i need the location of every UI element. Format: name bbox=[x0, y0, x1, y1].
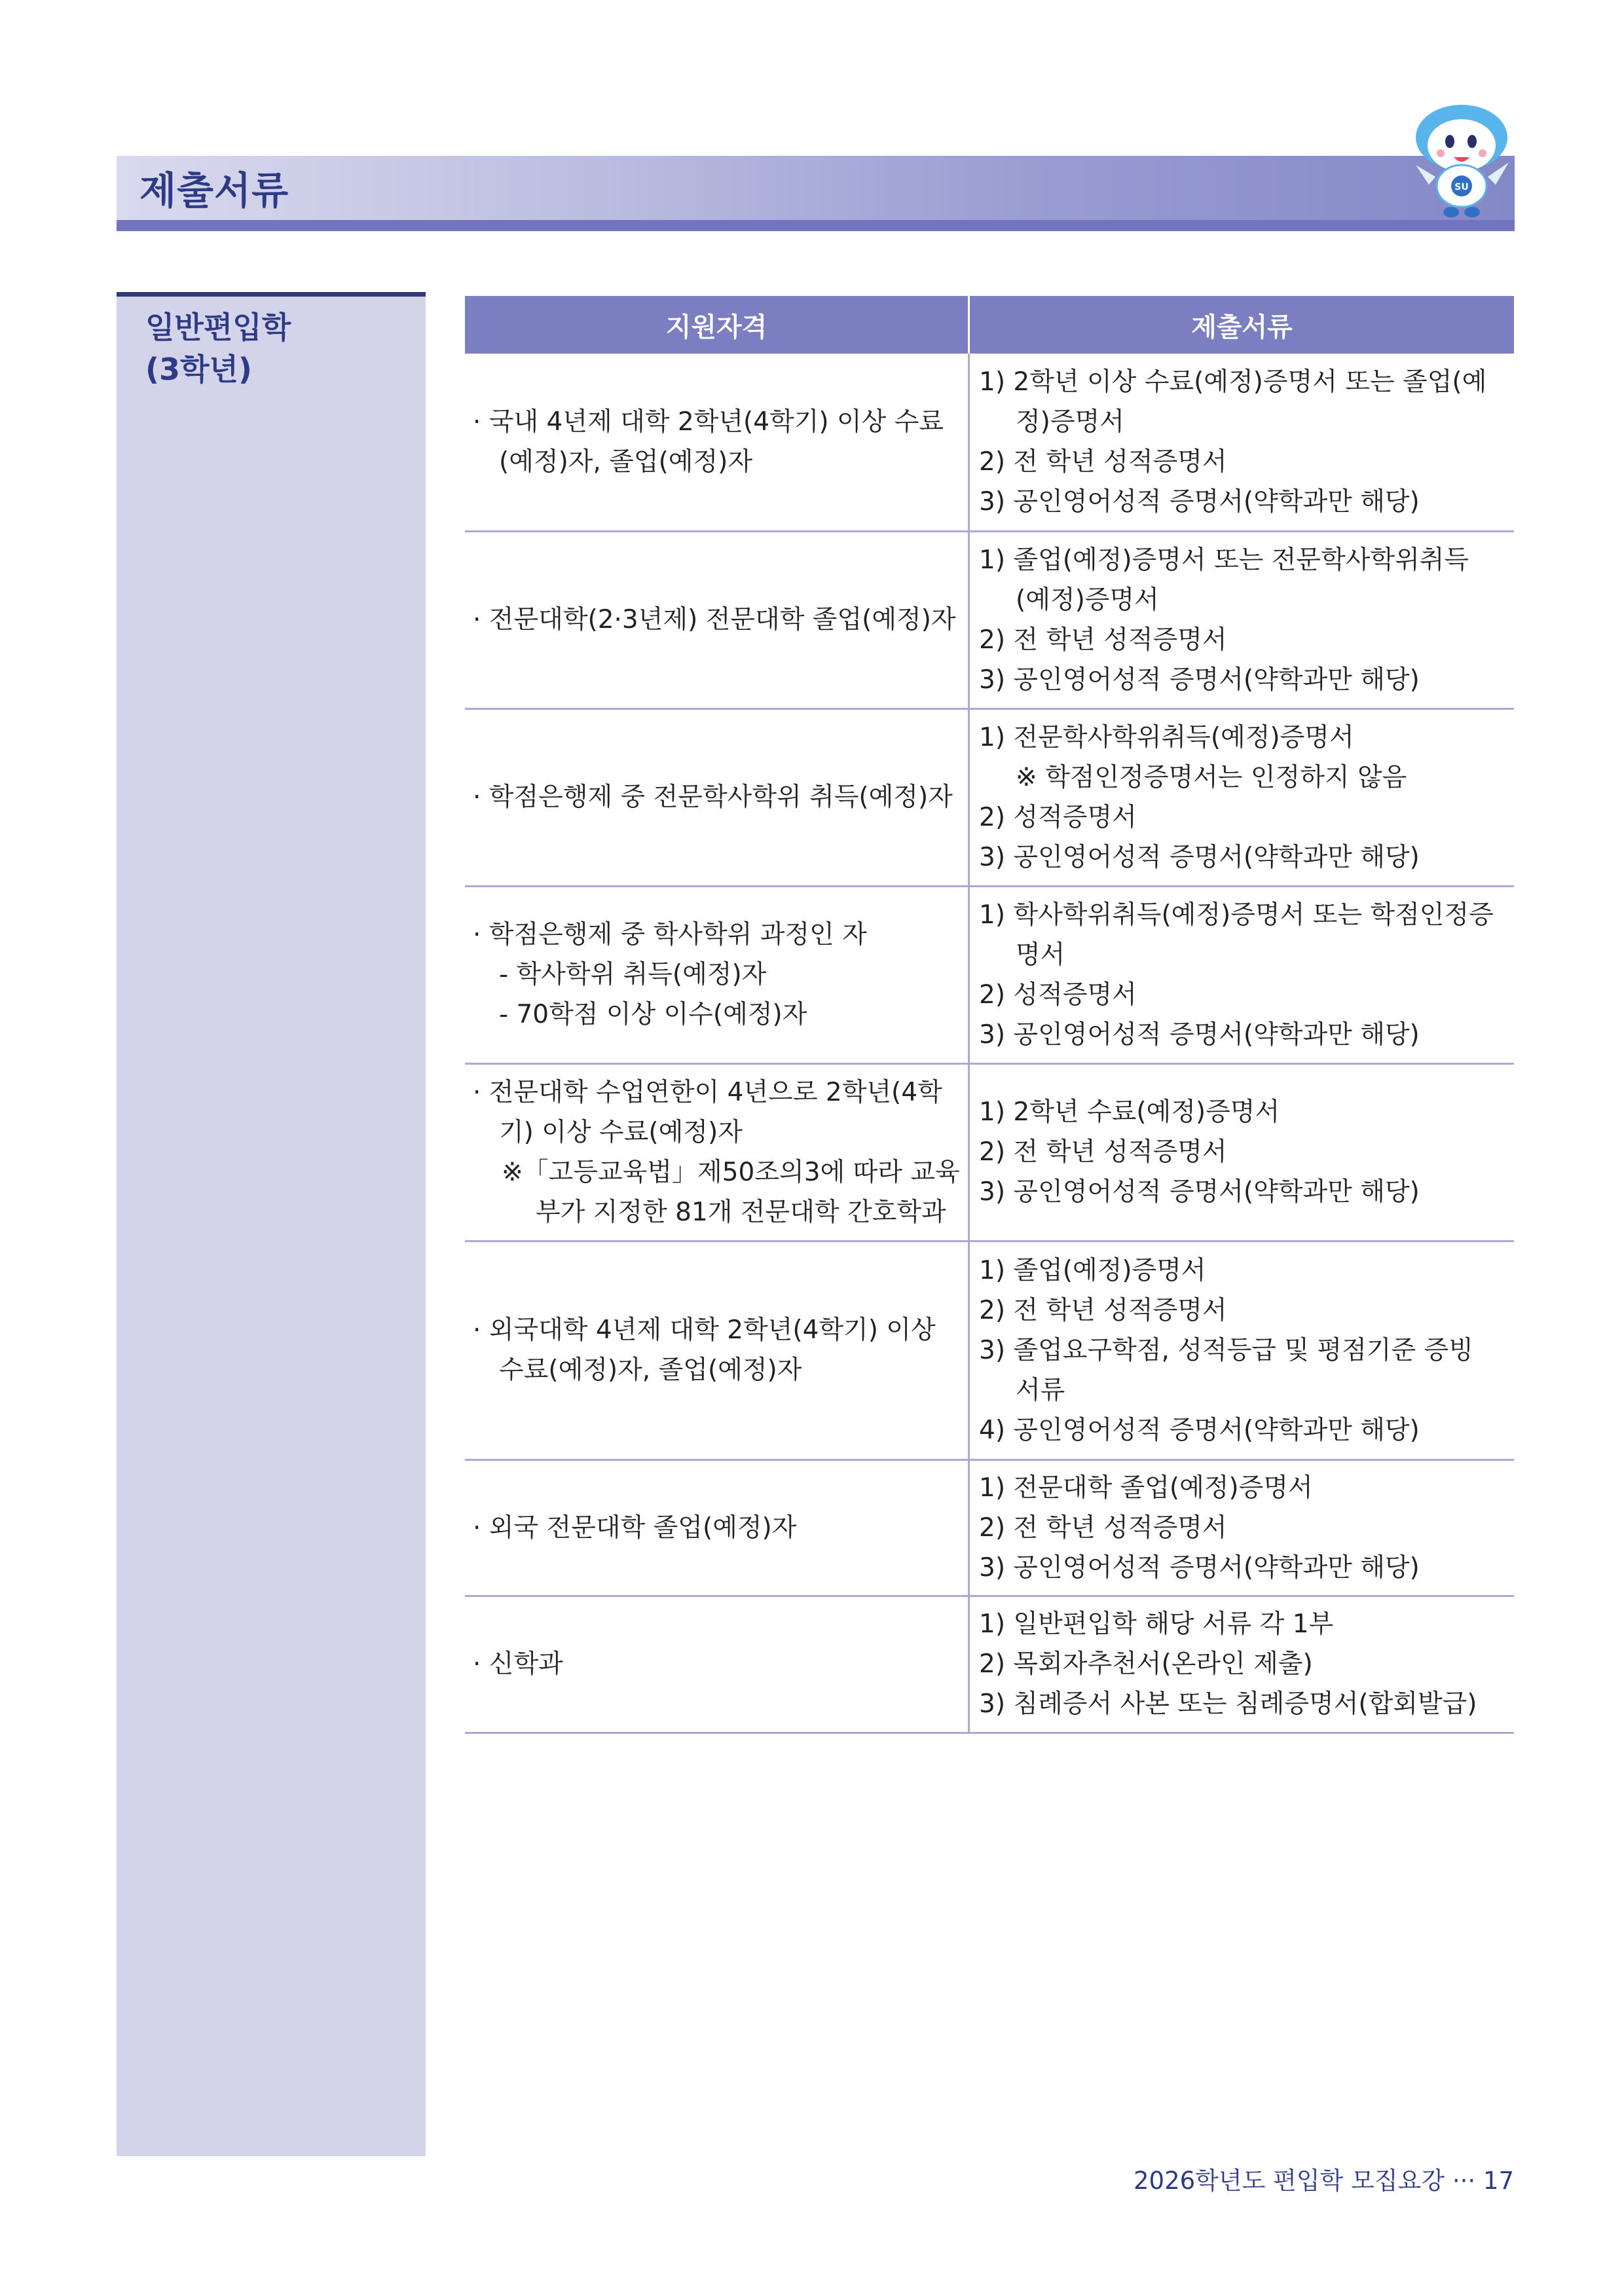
qualification-line: · 전문대학 수업연한이 4년으로 2학년(4학 bbox=[473, 1077, 942, 1107]
table-row bbox=[465, 708, 1514, 886]
document-line: 서류 bbox=[1016, 1375, 1065, 1405]
documents-cell bbox=[969, 1241, 1515, 1460]
qualification-line: · 학점은행제 중 전문학사학위 취득(예정)자 bbox=[473, 782, 953, 812]
qualification-cell bbox=[465, 354, 969, 531]
document-line: 1) 졸업(예정)증명서 bbox=[979, 1255, 1206, 1285]
sidebar-title-line: (3학년) bbox=[145, 352, 252, 387]
table-row bbox=[465, 354, 1514, 531]
documents-cell bbox=[969, 354, 1515, 531]
document-line: 4) 공인영어성적 증명서(약학과만 해당) bbox=[979, 1415, 1420, 1445]
sidebar-panel bbox=[117, 292, 426, 2156]
document-line: (예정)증명서 bbox=[1016, 585, 1159, 615]
document-line: 1) 전문학사학위취득(예정)증명서 bbox=[979, 722, 1354, 752]
document-line: 1) 졸업(예정)증명서 또는 전문학사학위취득 bbox=[979, 545, 1469, 575]
documents-cell bbox=[969, 1460, 1515, 1596]
qualification-cell bbox=[465, 886, 969, 1063]
table-body bbox=[465, 354, 1514, 1733]
document-line: 1) 학사학위취득(예정)증명서 또는 학점인정증 bbox=[979, 900, 1494, 930]
document-line: 2) 전 학년 성적증명서 bbox=[979, 625, 1227, 655]
document-line: 1) 전문대학 졸업(예정)증명서 bbox=[979, 1473, 1313, 1503]
document-line: 3) 침례증서 사본 또는 침례증명서(합회발급) bbox=[979, 1689, 1477, 1719]
document-line: 3) 졸업요구학점, 성적등급 및 평점기준 증빙 bbox=[979, 1335, 1473, 1365]
documents-header: 제출서류 bbox=[969, 296, 1515, 354]
table-row bbox=[465, 1241, 1514, 1460]
document-line: 2) 전 학년 성적증명서 bbox=[979, 447, 1227, 477]
qualification-line: · 전문대학(2·3년제) 전문대학 졸업(예정)자 bbox=[473, 605, 956, 634]
table-header-row bbox=[465, 296, 1514, 354]
document-line: 2) 목회자추천서(온라인 제출) bbox=[979, 1649, 1313, 1679]
qualification-line: ※「고등교육법」제50조의3에 따라 교육 bbox=[502, 1157, 960, 1187]
qualification-header: 지원자격 bbox=[465, 296, 969, 354]
document-line: 3) 공인영어성적 증명서(약학과만 해당) bbox=[979, 1177, 1420, 1207]
qualification-line: (예정)자, 졸업(예정)자 bbox=[499, 447, 753, 477]
table-row bbox=[465, 1460, 1514, 1596]
documents-cell bbox=[969, 708, 1515, 886]
qualification-cell bbox=[465, 1596, 969, 1733]
qualification-cell bbox=[465, 1460, 969, 1596]
sidebar-title bbox=[145, 306, 291, 390]
qualification-line: - 학사학위 취득(예정)자 bbox=[499, 960, 767, 989]
page-footer: 2026학년도 편입학 모집요강 ··· 17 bbox=[1134, 2167, 1514, 2195]
header-bar bbox=[117, 156, 1515, 223]
document-line: 명서 bbox=[1016, 940, 1065, 970]
document-line: 3) 공인영어성적 증명서(약학과만 해당) bbox=[979, 1019, 1420, 1050]
qualification-line: · 학점은행제 중 학사학위 과정인 자 bbox=[473, 920, 867, 949]
qualification-cell bbox=[465, 531, 969, 708]
document-line: 3) 공인영어성적 증명서(약학과만 해당) bbox=[979, 665, 1420, 695]
document-line: 1) 2학년 수료(예정)증명서 bbox=[979, 1097, 1280, 1127]
document-line: 1) 일반편입학 해당 서류 각 1부 bbox=[979, 1609, 1334, 1639]
documents-cell bbox=[969, 886, 1515, 1063]
header-underline bbox=[117, 220, 1515, 231]
document-line: ※ 학점인정증명서는 인정하지 않음 bbox=[1016, 762, 1407, 792]
qualification-line: · 신학과 bbox=[473, 1649, 563, 1679]
qualification-cell bbox=[465, 1063, 969, 1241]
documents-table bbox=[465, 296, 1514, 1734]
document-line: 2) 전 학년 성적증명서 bbox=[979, 1295, 1227, 1325]
document-line: 2) 성적증명서 bbox=[979, 802, 1137, 832]
document-line: 1) 2학년 이상 수료(예정)증명서 또는 졸업(예 bbox=[979, 367, 1487, 397]
sidebar-title-line: 일반편입학 bbox=[145, 310, 291, 345]
qualification-line: · 외국대학 4년제 대학 2학년(4학기) 이상 bbox=[473, 1315, 936, 1345]
table-row bbox=[465, 531, 1514, 708]
qualification-cell bbox=[465, 1241, 969, 1460]
documents-cell bbox=[969, 1596, 1515, 1733]
table-row bbox=[465, 1063, 1514, 1241]
page-title: 제출서류 bbox=[139, 168, 289, 213]
qualification-cell bbox=[465, 708, 969, 886]
table-row bbox=[465, 1596, 1514, 1733]
document-line: 3) 공인영어성적 증명서(약학과만 해당) bbox=[979, 1552, 1420, 1583]
document-line: 2) 성적증명서 bbox=[979, 980, 1137, 1010]
table-row bbox=[465, 886, 1514, 1063]
document-line: 3) 공인영어성적 증명서(약학과만 해당) bbox=[979, 487, 1420, 517]
mascot-badge-text: SU bbox=[1454, 182, 1469, 193]
document-line: 2) 전 학년 성적증명서 bbox=[979, 1513, 1227, 1543]
qualification-line: · 외국 전문대학 졸업(예정)자 bbox=[473, 1513, 797, 1543]
document-line: 3) 공인영어성적 증명서(약학과만 해당) bbox=[979, 842, 1420, 872]
document-line: 2) 전 학년 성적증명서 bbox=[979, 1137, 1227, 1167]
qualification-line: - 70학점 이상 이수(예정)자 bbox=[499, 1000, 807, 1029]
qualification-line: 수료(예정)자, 졸업(예정)자 bbox=[499, 1355, 802, 1385]
qualification-line: 기) 이상 수료(예정)자 bbox=[499, 1117, 743, 1147]
qualification-line: · 국내 4년제 대학 2학년(4학기) 이상 수료 bbox=[473, 407, 944, 437]
qualification-line: 부가 지정한 81개 전문대학 간호학과 bbox=[536, 1197, 946, 1227]
document-line: 정)증명서 bbox=[1016, 407, 1124, 437]
mascot-image bbox=[1403, 100, 1521, 224]
documents-cell bbox=[969, 531, 1515, 708]
documents-cell bbox=[969, 1063, 1515, 1241]
